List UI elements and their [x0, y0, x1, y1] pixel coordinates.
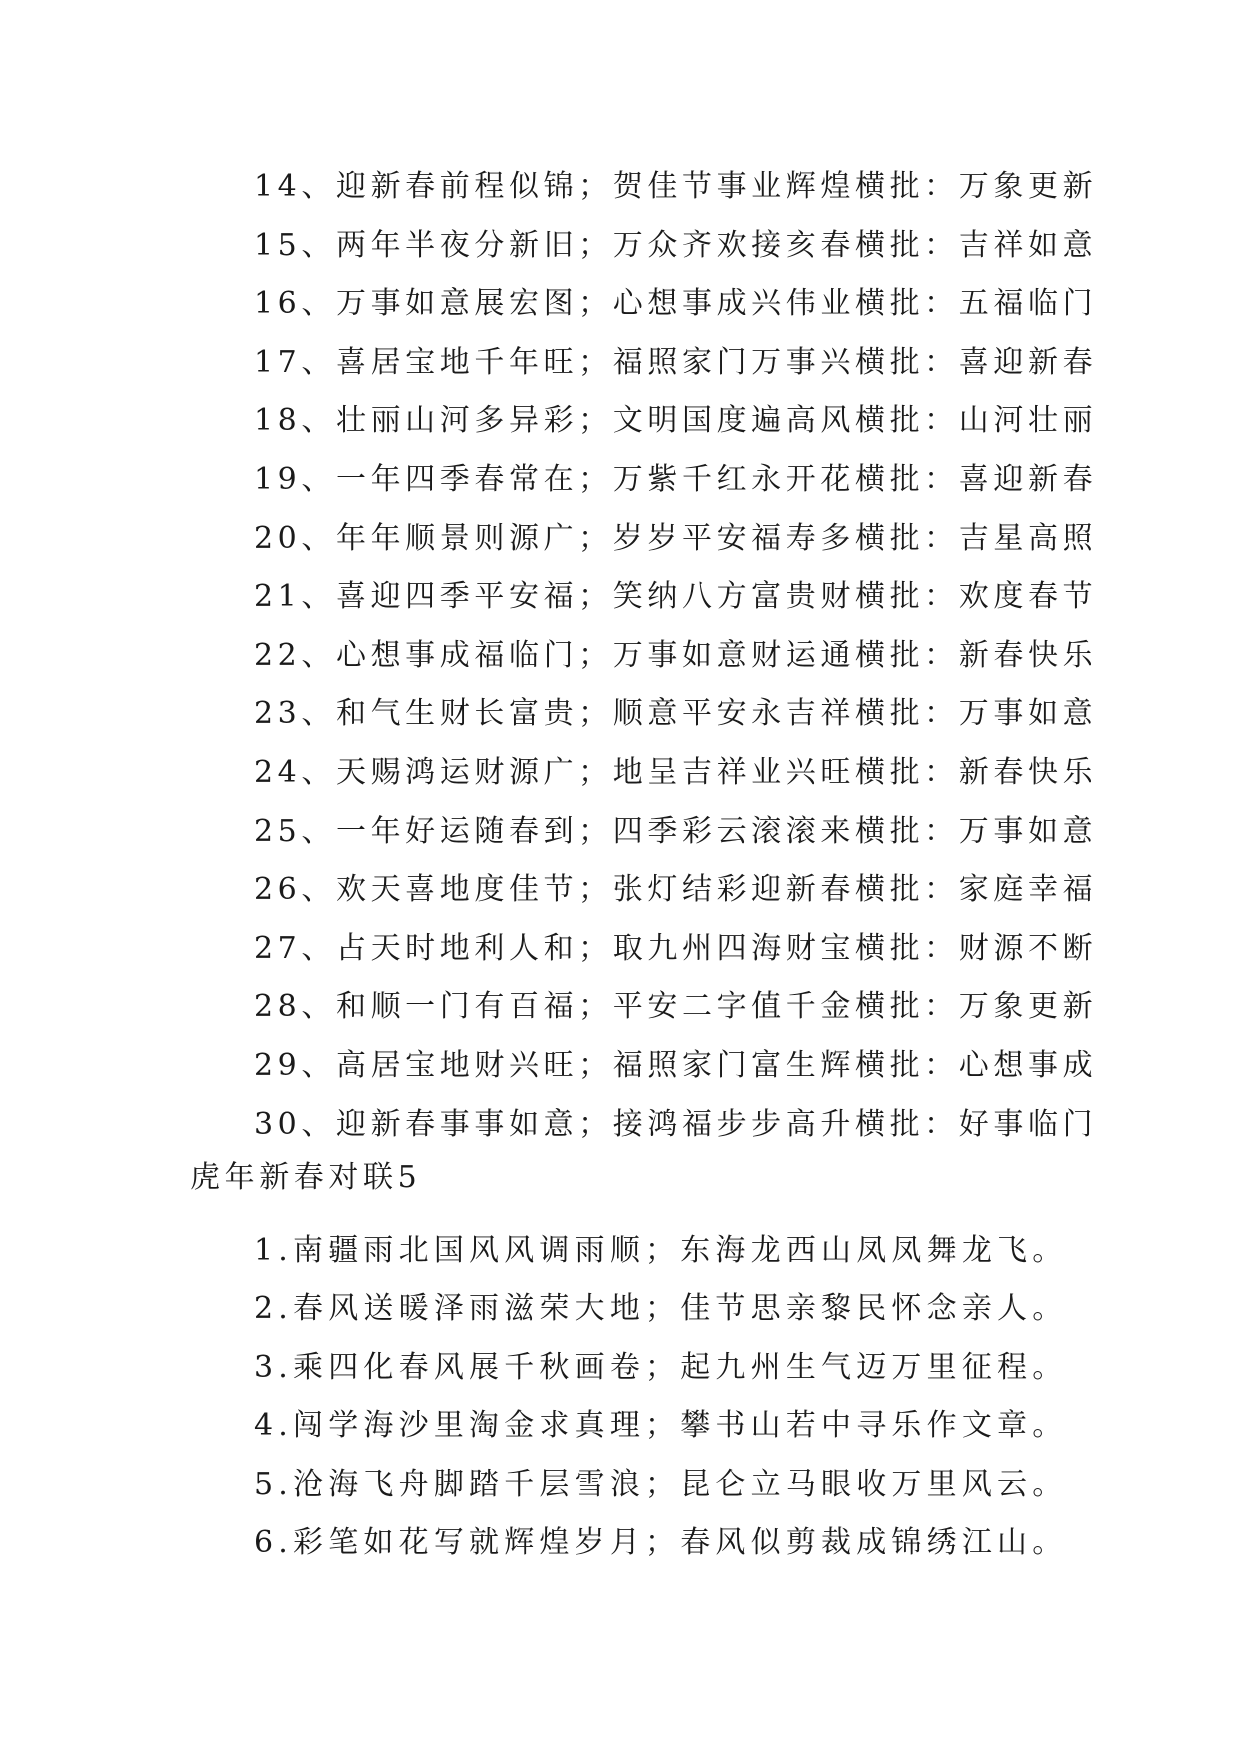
- section-heading: 虎年新春对联5: [190, 1160, 422, 1195]
- couplet-line-21: 21、喜迎四季平安福；笑纳八方富贵财横批：欢度春节: [254, 579, 1098, 615]
- couplet-line-16: 16、万事如意展宏图；心想事成兴伟业横批：五福临门: [254, 286, 1098, 322]
- couplet-line-28: 28、和顺一门有百福；平安二字值千金横批：万象更新: [254, 989, 1098, 1025]
- couplet-line-30: 30、迎新春事事如意；接鸿福步步高升横批：好事临门: [254, 1106, 1098, 1142]
- couplet-line-24: 24、天赐鸿运财源广；地呈吉祥业兴旺横批：新春快乐: [254, 754, 1098, 790]
- couplet-line-19: 19、一年四季春常在；万紫千红永开花横批：喜迎新春: [254, 461, 1098, 497]
- couplet-line-b1: 1.南疆雨北国风风调雨顺；东海龙西山凤凤舞龙飞。: [254, 1233, 1068, 1268]
- couplet-line-20: 20、年年顺景则源广；岁岁平安福寿多横批：吉星高照: [254, 520, 1098, 556]
- couplet-line-26: 26、欢天喜地度佳节；张灯结彩迎新春横批：家庭幸福: [254, 872, 1098, 908]
- couplet-line-b2: 2.春风送暖泽雨滋荣大地；佳节思亲黎民怀念亲人。: [254, 1291, 1068, 1327]
- couplet-list-first: [254, 158, 1098, 1154]
- couplet-line-29: 29、高居宝地财兴旺；福照家门富生辉横批：心想事成: [254, 1047, 1098, 1083]
- couplet-line-b6: 6.彩笔如花写就辉煌岁月；春风似剪裁成锦绣江山。: [254, 1524, 1068, 1560]
- couplet-list-second: [254, 1222, 1068, 1572]
- couplet-line-25: 25、一年好运随春到；四季彩云滚滚来横批：万事如意: [254, 813, 1098, 849]
- couplet-line-15: 15、两年半夜分新旧；万众齐欢接亥春横批：吉祥如意: [254, 227, 1098, 263]
- couplet-line-18: 18、壮丽山河多异彩；文明国度遍高风横批：山河壮丽: [254, 403, 1098, 439]
- couplet-line-23: 23、和气生财长富贵；顺意平安永吉祥横批：万事如意: [254, 696, 1098, 732]
- couplet-line-b3: 3.乘四化春风展千秋画卷；起九州生气迈万里征程。: [254, 1349, 1068, 1385]
- couplet-line-b4: 4.闯学海沙里淘金求真理；攀书山若中寻乐作文章。: [254, 1408, 1068, 1444]
- couplet-line-22: 22、心想事成福临门；万事如意财运通横批：新春快乐: [254, 637, 1098, 673]
- couplet-line-27: 27、占天时地利人和；取九州四海财宝横批：财源不断: [254, 930, 1098, 966]
- couplet-line-17: 17、喜居宝地千年旺；福照家门万事兴横批：喜迎新春: [254, 344, 1098, 380]
- couplet-line-b5: 5.沧海飞舟脚踏千层雪浪；昆仑立马眼收万里风云。: [254, 1466, 1068, 1502]
- couplet-line-14: 14、迎新春前程似锦；贺佳节事业辉煌横批：万象更新: [254, 169, 1098, 204]
